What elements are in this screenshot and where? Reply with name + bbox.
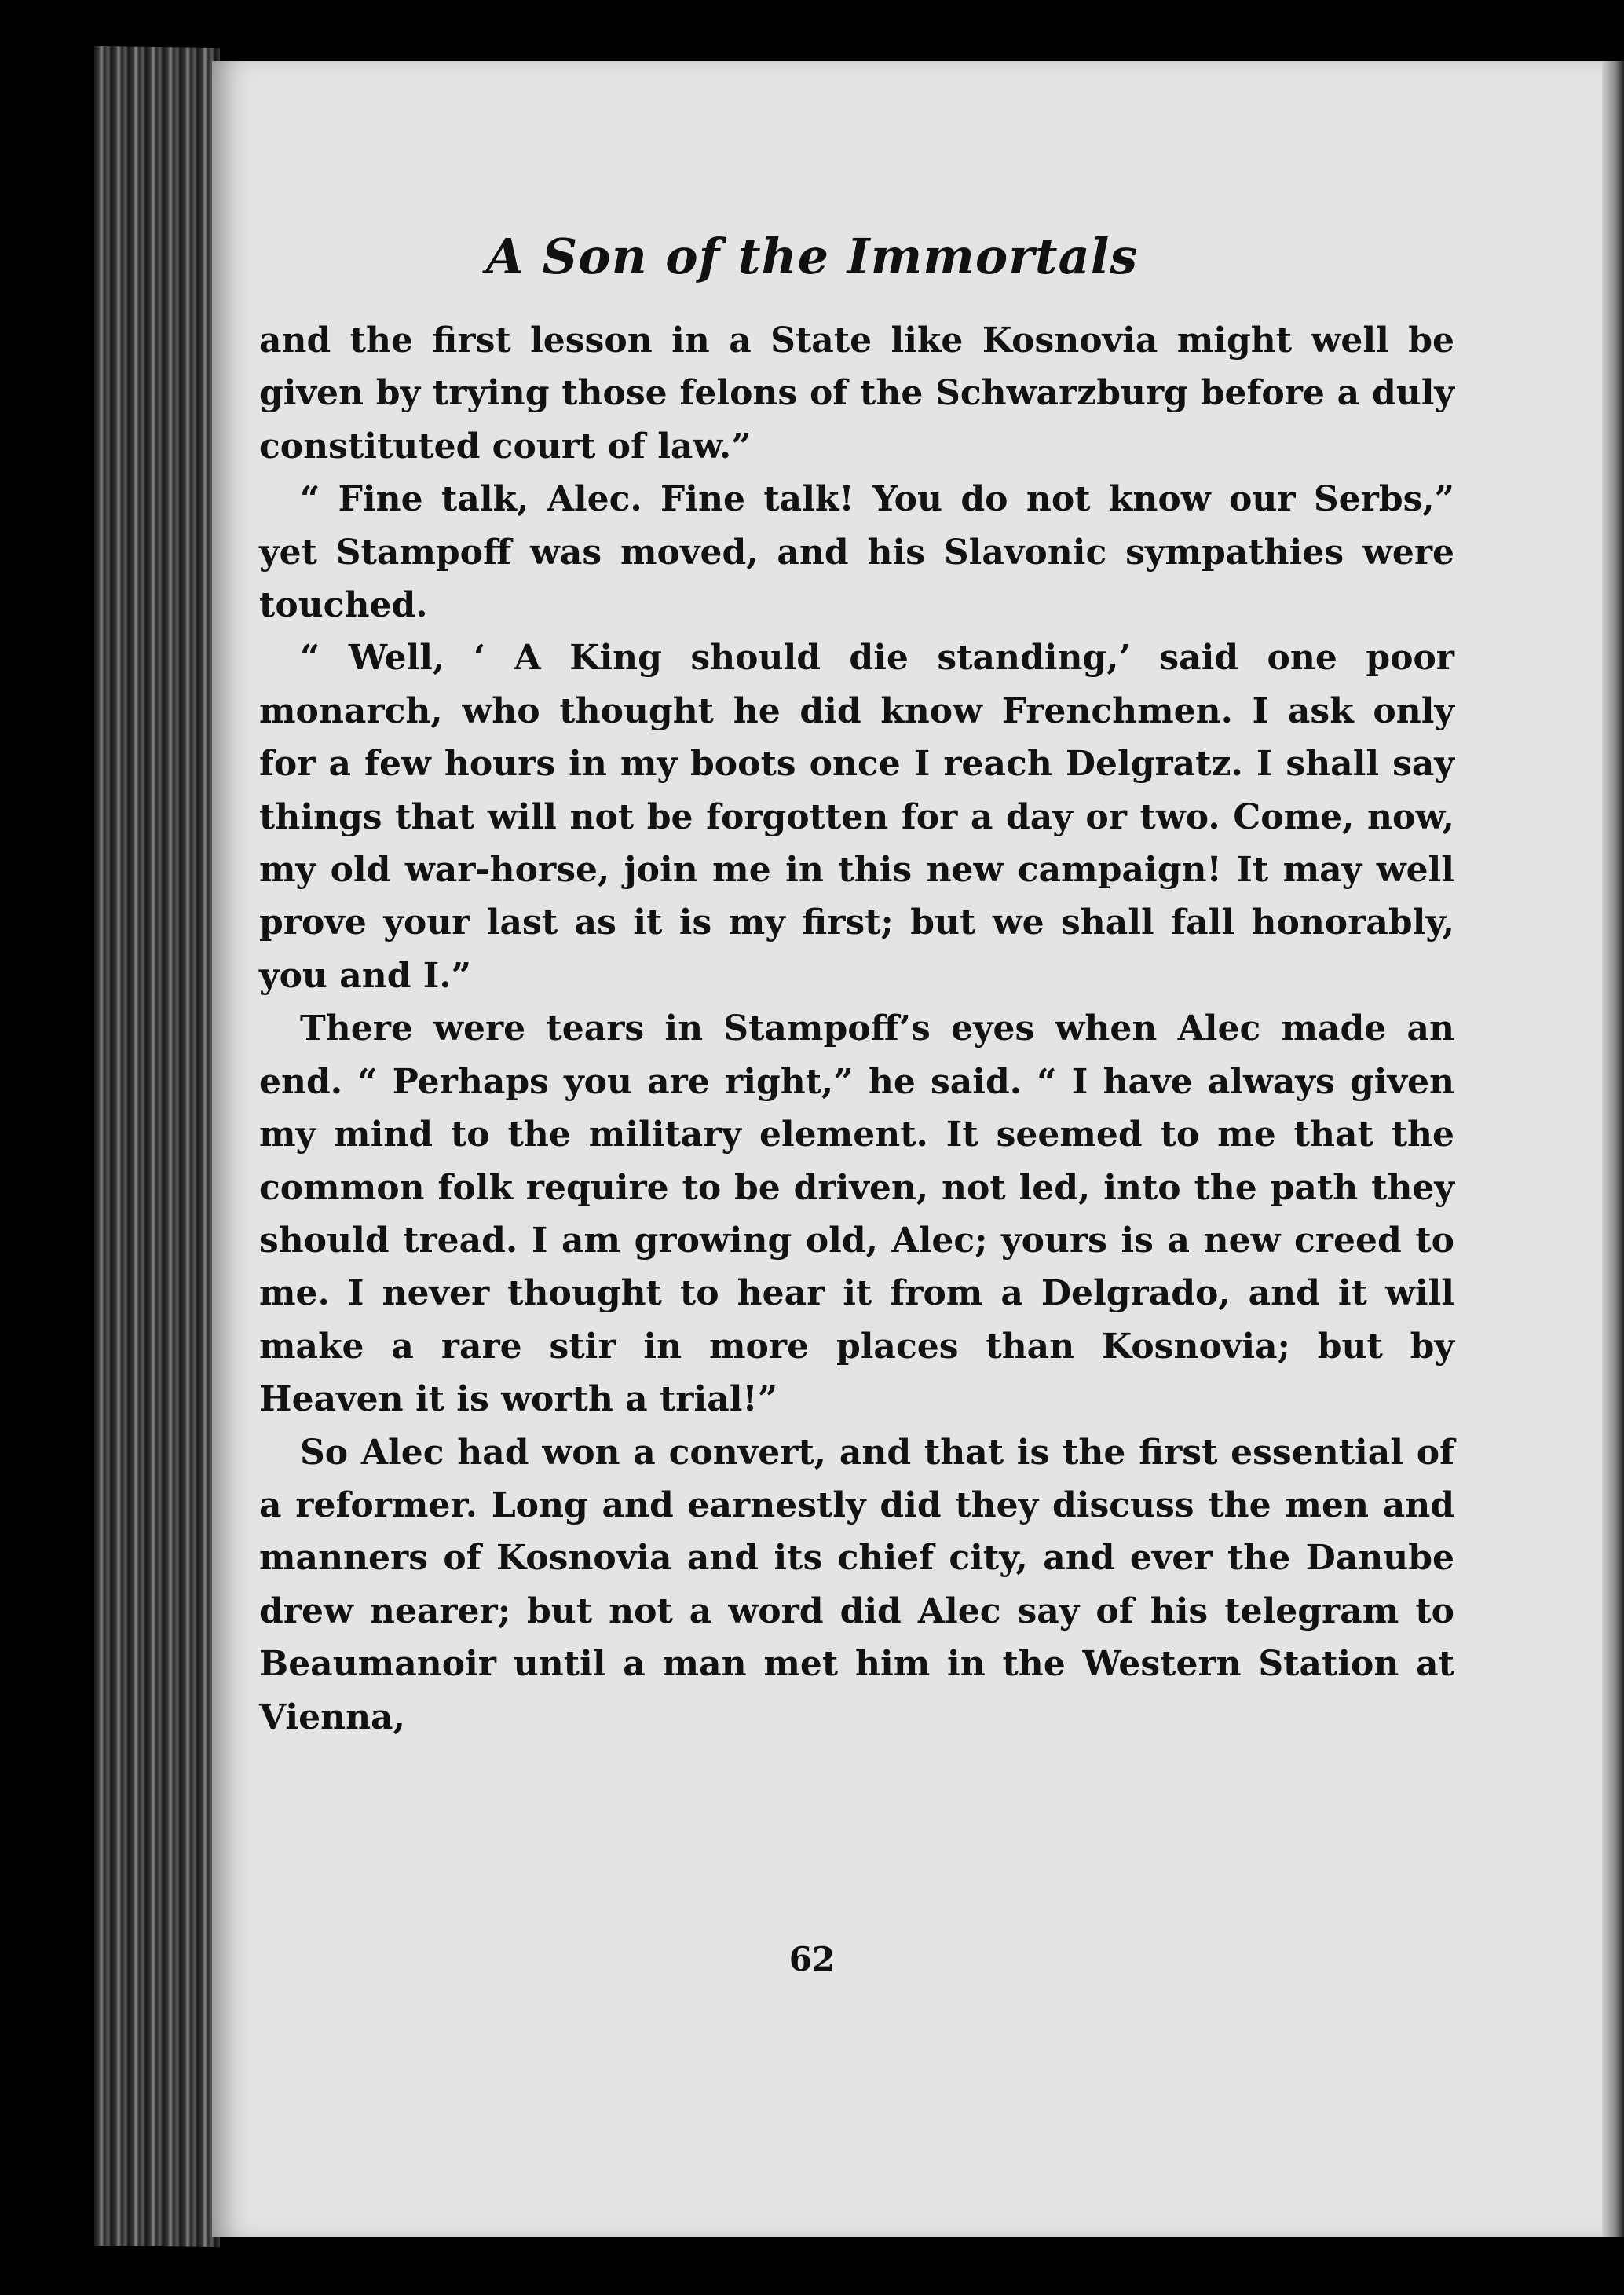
paragraph: and the first lesson in a State like Kosnovia might well be given by trying those felons of the Schwarzburg before a duly constituted court of law.” <box>259 320 1454 467</box>
paragraph: “ Fine talk, Alec. Fine talk! You do not know our Serbs,” yet Stampoff was moved, and his Slavonic sympathies were touched. <box>259 479 1454 626</box>
body-text <box>259 314 1454 1744</box>
page-right-edge <box>1602 61 1624 2237</box>
running-head: A Son of the Immortals <box>485 228 1139 285</box>
paragraph: So Alec had won a convert, and that is the first essential of a reformer. Long and earnestly did they discuss the men and manners of Kosnovia and its chief city, and ever the Danube drew nearer; but not a word did Alec say of his telegram to Beaumanoir until a man met him in the Western Station at Vienna, <box>259 1432 1454 1737</box>
paragraph: There were tears in Stampoff’s eyes when Alec made an end. “ Perhaps you are right,” he said. “ I have always given my mind to the military element. It seemed to me that the common folk require to be driven, not led, into the path they should tread. I am growing old, Alec; yours is a new creed to me. I never thought to hear it from a Delgrado, and it will make a rare stir in more places than Kosnovia; but by Heaven it is worth a trial!” <box>259 1008 1454 1420</box>
paragraph: “ Well, ‘ A King should die standing,’ said one poor monarch, who thought he did know Frenchmen. I ask only for a few hours in my boots once I reach Delgratz. I shall say things that will not be forgotten for a day or two. Come, now, my old war-horse, join me in this new campaign! It may well prove your last as it is my first; but we shall fall honorably, you and I.” <box>259 638 1454 996</box>
book-spine <box>94 46 220 2247</box>
page-number: 62 <box>788 1940 836 1978</box>
